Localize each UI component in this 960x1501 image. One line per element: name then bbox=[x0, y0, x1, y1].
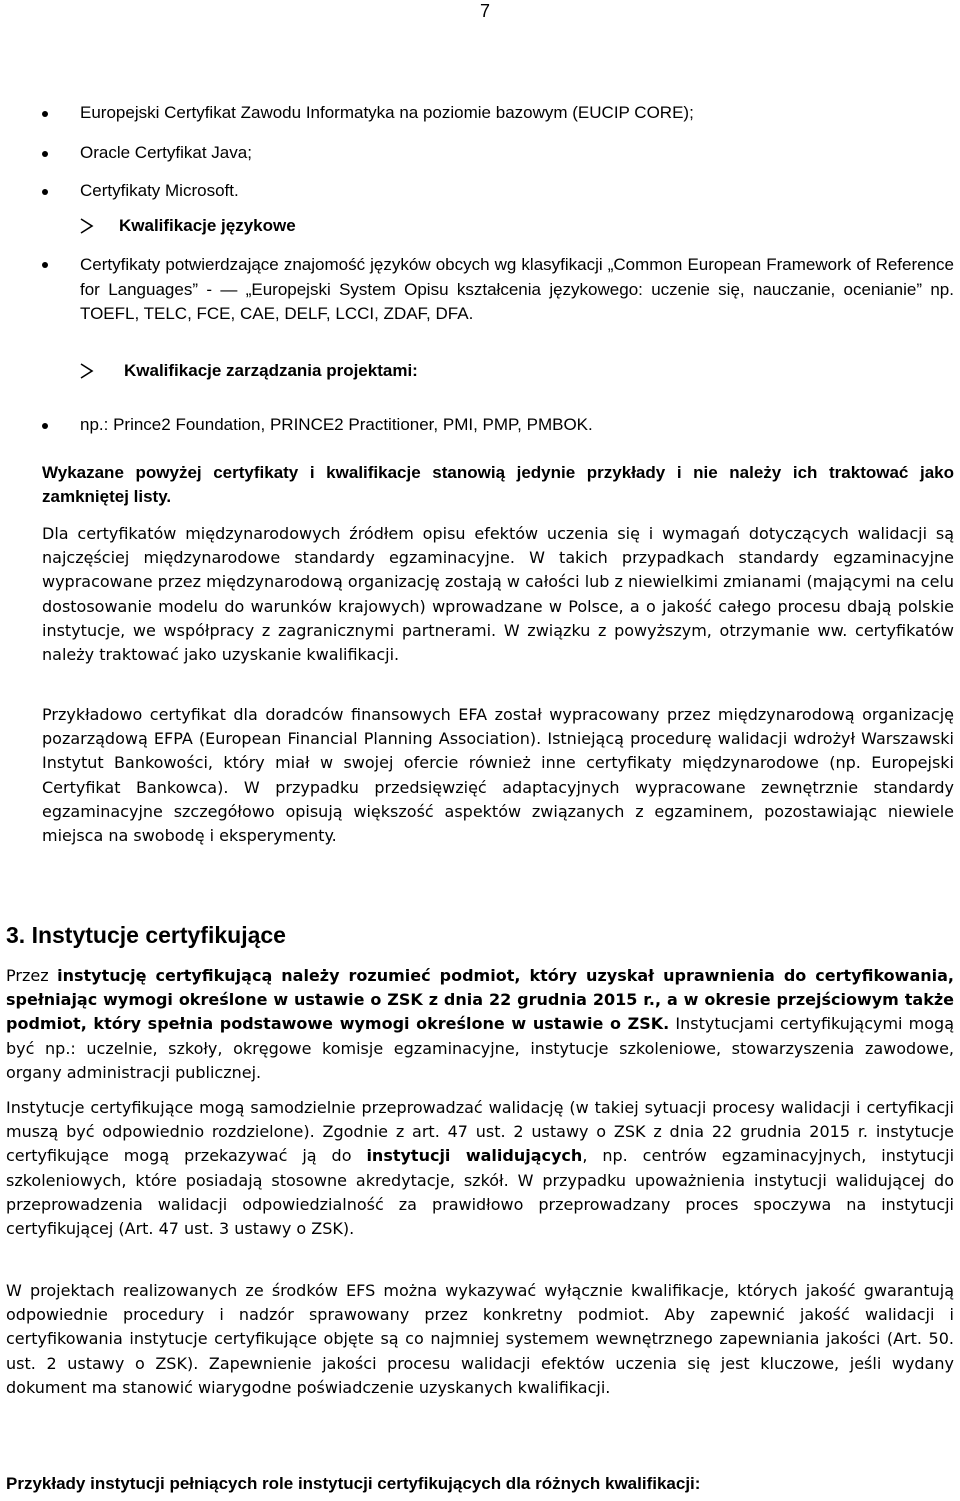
list-item: Europejski Certyfikat Zawodu Informatyka na poziomie bazowym (EUCIP CORE); bbox=[80, 103, 694, 122]
note-bold: Wykazane powyżej certyfikaty i kwalifikacje stanowią jedynie przykłady i nie należy ich traktować jako zamkniętej listy. bbox=[42, 463, 954, 507]
heading-languages: Kwalifikacje językowe bbox=[119, 216, 296, 235]
bullet-icon bbox=[42, 111, 48, 117]
paragraph-definition bbox=[6, 964, 954, 1085]
paragraph-efs: W projektach realizowanych ze środków EFS można wykazywać wyłącznie kwalifikacje, których jakość gwarantują odpowiednie procedury i nadzór sprawowany przez konkretny podmiot. Aby zapewnić jakość walidacji i certyfikowania instytucje certyfikujące objęte są co najmniej systemem wewnętrznego zapewniania jakości (Art. 50. ust. 2 ustawy o ZSK). Zapewnienie jakości procesu walidacji efektów uczenia się jest kluczowe, jeśli wydany dokument ma stanowić wiarygodne poświadczenie uzyskanych kwalifikacji. bbox=[6, 1281, 954, 1397]
bullet-icon bbox=[42, 189, 48, 195]
arrow-bullet-icon bbox=[80, 218, 94, 234]
paragraph-international: Dla certyfikatów międzynarodowych źródłem opisu efektów uczenia się i wymagań dotyczących walidacji są najczęściej międzynarodowe standardy egzaminacyjne. W takich przypadkach standardy egzaminacyjne wypracowane przez międzynarodową organizację zostają w całości lub z niewielkimi zmianami (mającymi na celu dostosowanie modelu do warunków krajowych) wprowadzane w Polsce, a o jakość całego procesu dbają polskie instytucje, we współpracy z zagranicznymi partnerami. W związku z powyższym, otrzymanie ww. certyfikatów należy traktować jako uzyskanie kwalifikacji. bbox=[42, 524, 954, 665]
paragraph-validation bbox=[6, 1096, 954, 1241]
text-run: Instytucjami certyfikującymi mogą być np.: uczelnie, szkoły, okręgowe komisje egzaminacyjne, instytucje szkoleniowe, stowarzyszenia zawodowe, organy administracji publicznej. bbox=[6, 1014, 955, 1082]
text-run: , np. centrów egzaminacyjnych, instytucji szkoleniowych, które posiadają stosowne akredytacje, szkół. W przypadku upoważnienia instytucji walidującej do przeprowadzenia walidacji odpowiedzialność za prawidłowo przeprowadzany proces spoczywa na instytucji certyfikującej (Art. 47 ust. 3 ustawy o ZSK). bbox=[6, 1146, 955, 1239]
section-title: 3. Instytucje certyfikujące bbox=[6, 922, 286, 948]
bullet-icon bbox=[42, 423, 48, 429]
list-item: Certyfikaty Microsoft. bbox=[80, 181, 239, 200]
list-item-languages: Certyfikaty potwierdzające znajomość języków obcych wg klasyfikacji „Common European Framework of Reference for Languages” - — „Europejski System Opisu kształcenia językowego: uczenie się, nauczanie, ocenianie” np. TOEFL, TELC, FCE, CAE, DELF, LCCI, ZDAF, DFA. bbox=[80, 255, 954, 323]
bottom-heading: Przykłady instytucji pełniących role instytucji certyfikujących dla różnych kwalifikacji: bbox=[6, 1474, 701, 1493]
text-run-bold: instytucji walidujących bbox=[366, 1146, 583, 1166]
bullet-icon bbox=[42, 262, 48, 268]
arrow-bullet-icon bbox=[80, 363, 94, 379]
list-item-projects: np.: Prince2 Foundation, PRINCE2 Practitioner, PMI, PMP, PMBOK. bbox=[80, 415, 593, 434]
text-run: Instytucje certyfikujące mogą samodzielnie przeprowadzać walidację (w takiej sytuacji procesy walidacji i certyfikacji muszą być odpowiednio rozdzielone). Zgodnie z art. 47 ust. 2 ustawy o ZSK z dnia 22 grudnia 2015 r. instytucje certyfikujące mogą przekazywać ją do bbox=[6, 1098, 954, 1166]
paragraph-example: Przykładowo certyfikat dla doradców finansowych EFA został wypracowany przez międzynarodową organizację pozarządową EFPA (European Financial Planning Association). Istniejącą procedurę walidacji wdrożył Warszawski Instytut Bankowości, który miał w swojej ofercie również inne certyfikaty międzynarodowe (np. Europejski Certyfikat Bankowca). W przypadku przedsięwzięć adaptacyjnych wypracowane zewnętrznie standardy egzaminacyjne szczegółowo opisują większość aspektów związanych z egzaminem, pozostawiając niewiele miejsca na swobodę i eksperymenty. bbox=[42, 705, 954, 846]
heading-projects: Kwalifikacje zarządzania projektami: bbox=[124, 361, 418, 380]
list-item: Oracle Certyfikat Java; bbox=[80, 143, 252, 162]
page-number: 7 bbox=[479, 1, 490, 21]
text-run-bold: instytucję certyfikującą należy rozumieć podmiot, który uzyskał uprawnienia do certyfikowania, spełniając wymogi określone w ustawie o ZSK z dnia 22 grudnia 2015 r., a w okresie przejściowym także podmiot, który spełnia podstawowe wymogi określone w ustawie o ZSK. bbox=[6, 966, 955, 1034]
text-run: Przez bbox=[6, 966, 58, 985]
bullet-icon bbox=[42, 151, 48, 157]
